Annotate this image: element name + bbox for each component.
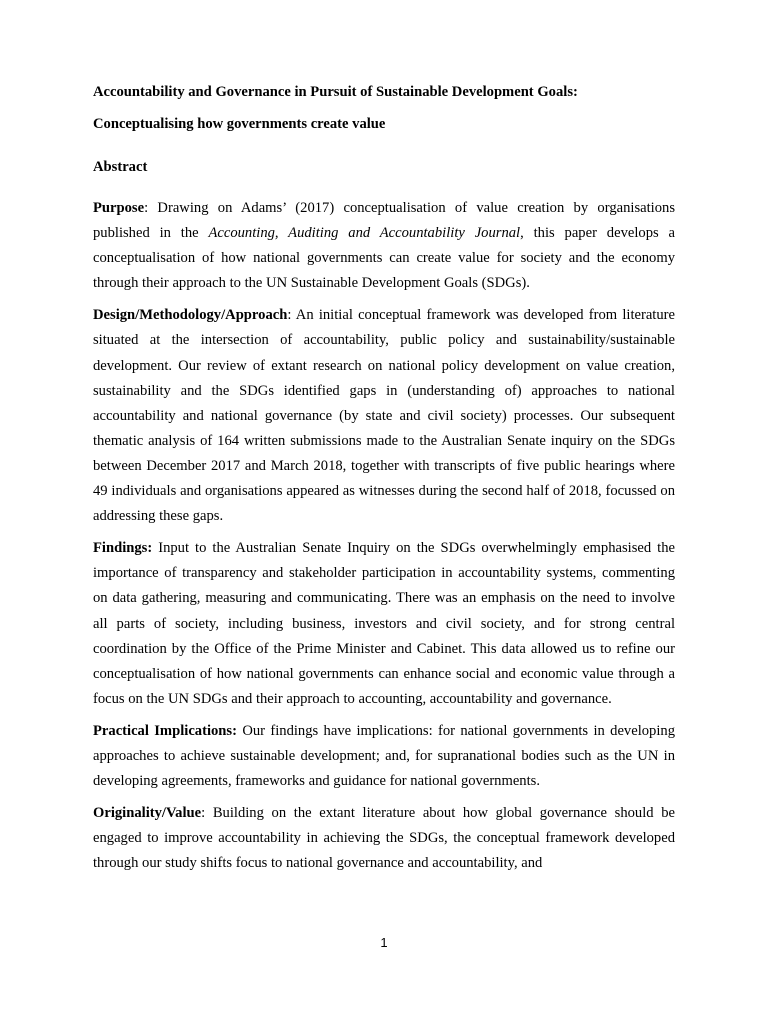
purpose-label: Purpose bbox=[93, 200, 145, 216]
design-label: Design/Methodology/Approach bbox=[93, 307, 288, 324]
findings-paragraph bbox=[93, 536, 675, 712]
design-paragraph bbox=[93, 303, 675, 529]
title-line-1: Accountability and Governance in Pursuit of Sustainable Development Goals: bbox=[93, 84, 578, 100]
findings-label: Findings: bbox=[93, 540, 153, 557]
originality-paragraph bbox=[93, 801, 675, 876]
journal-name: Accounting, Auditing and Accountability Journal bbox=[208, 225, 521, 242]
purpose-text-1: : Drawing on Adams’ (2017) conceptualisation of value creation by organisations published in the bbox=[93, 200, 675, 242]
title-line-2: Conceptualising how governments create value bbox=[93, 116, 386, 132]
practical-paragraph bbox=[93, 719, 675, 794]
design-text: : An initial conceptual framework was developed from literature situated at the intersection of accountability, public policy and sustainability/sustainable development. Our review of extant research on national policy development on value creation, sustainability and the SDGs identified gaps in (understanding of) approaches to national accountability and national governance (by state and civil society) processes. Our subsequent thematic analysis of 164 written submissions made to the Australian Senate inquiry on the SDGs between December 2017 and March 2018, together with transcripts of five public hearings where 49 individuals and organisations appeared as witnesses during the second half of 2018, focussed on addressing these gaps. bbox=[93, 307, 675, 525]
practical-text: Our findings have implications: for national governments in developing approaches to achieve sustainable development; and, for supranational bodies such as the UN in developing agreements, frameworks and guidance for national governments. bbox=[93, 722, 675, 790]
page-number: 1 bbox=[380, 935, 388, 950]
practical-label: Practical Implications: bbox=[93, 722, 237, 739]
abstract-heading: Abstract bbox=[93, 159, 148, 175]
originality-text: : Building on the extant literature about how global governance should be engaged to improve accountability in achieving the SDGs, the conceptual framework developed through our study shifts focus to national governance and accountability, and bbox=[93, 805, 675, 872]
purpose-paragraph bbox=[93, 196, 675, 296]
purpose-text-2: , this paper develops a conceptualisation of how national governments can create value for society and the economy through their approach to the UN Sustainable Development Goals (SDGs). bbox=[93, 225, 675, 292]
findings-text: Input to the Australian Senate Inquiry on the SDGs overwhelmingly emphasised the importance of transparency and stakeholder participation in accountability systems, commenting on data gathering, measuring and communicating. There was an emphasis on the need to involve all parts of society, including business, investors and civil society, and for strong central coordination by the Office of the Prime Minister and Cabinet. This data allowed us to refine our conceptualisation of how national governments can enhance social and economic value through a focus on the UN SDGs and their approach to accounting, accountability and governance. bbox=[93, 540, 675, 707]
document-page bbox=[93, 82, 675, 883]
originality-label: Originality/Value bbox=[93, 805, 202, 822]
